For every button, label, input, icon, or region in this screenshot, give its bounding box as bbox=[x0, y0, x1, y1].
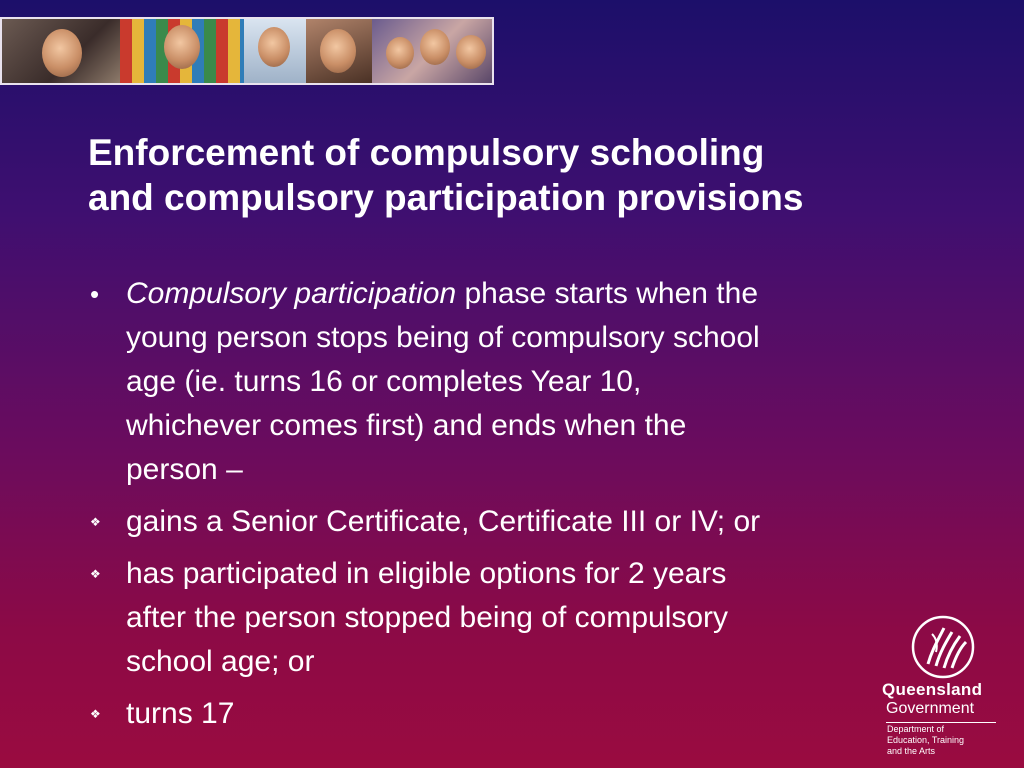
queensland-emblem-icon bbox=[910, 614, 976, 680]
bullet-marker: • bbox=[90, 279, 100, 309]
diamond-bullet-icon: ❖ bbox=[90, 515, 101, 529]
main-bullet-line-5: person – bbox=[126, 453, 243, 486]
sub-bullet-line: turns 17 bbox=[126, 697, 235, 730]
queensland-government-logo bbox=[878, 608, 1008, 760]
sub-bullet-line: school age; or bbox=[126, 645, 315, 678]
photo-student-science bbox=[2, 19, 120, 83]
slide-title-line-2: and compulsory participation provisions bbox=[88, 177, 804, 218]
main-bullet-line-2: young person stops being of compulsory school bbox=[126, 321, 760, 354]
sub-bullet-senior-certificate bbox=[86, 500, 926, 544]
logo-queensland: Queensland bbox=[882, 680, 983, 699]
sub-bullet-line: has participated in eligible options for 2 years bbox=[126, 557, 727, 590]
logo-divider bbox=[886, 722, 996, 723]
sub-bullet-turns-17 bbox=[86, 692, 926, 736]
photo-student-art bbox=[120, 19, 244, 83]
sub-bullet-eligible-options bbox=[86, 552, 926, 684]
photo-children-group bbox=[372, 19, 494, 83]
main-bullet-line-1-rest: phase starts when the bbox=[456, 277, 759, 310]
logo-department-line-2: Education, Training bbox=[887, 735, 965, 745]
diamond-bullet-icon: ❖ bbox=[90, 567, 101, 581]
main-bullet-line-3: age (ie. turns 16 or completes Year 10, bbox=[126, 365, 642, 398]
slide-title-line-1: Enforcement of compulsory schooling bbox=[88, 132, 765, 173]
photo-child bbox=[306, 19, 372, 83]
diamond-bullet-icon: ❖ bbox=[90, 707, 101, 721]
sub-bullet-line: after the person stopped being of compulsory bbox=[126, 601, 729, 634]
main-bullet-line-4: whichever comes first) and ends when the bbox=[126, 409, 687, 442]
sub-bullet-line: gains a Senior Certificate, Certificate III or IV; or bbox=[126, 505, 761, 538]
header-photo-strip bbox=[0, 17, 494, 85]
main-bullet-line-1 bbox=[126, 272, 926, 316]
term-compulsory-participation: Compulsory participation bbox=[126, 277, 457, 310]
logo-government: Government bbox=[886, 700, 975, 717]
logo-department-line-1: Department of bbox=[887, 724, 945, 734]
main-bullet bbox=[86, 272, 926, 492]
logo-department-line-3: and the Arts bbox=[887, 746, 936, 756]
logo-department bbox=[887, 724, 1005, 757]
photo-student-lab bbox=[244, 19, 306, 83]
slide-body bbox=[86, 272, 926, 744]
slide-title bbox=[88, 130, 988, 220]
